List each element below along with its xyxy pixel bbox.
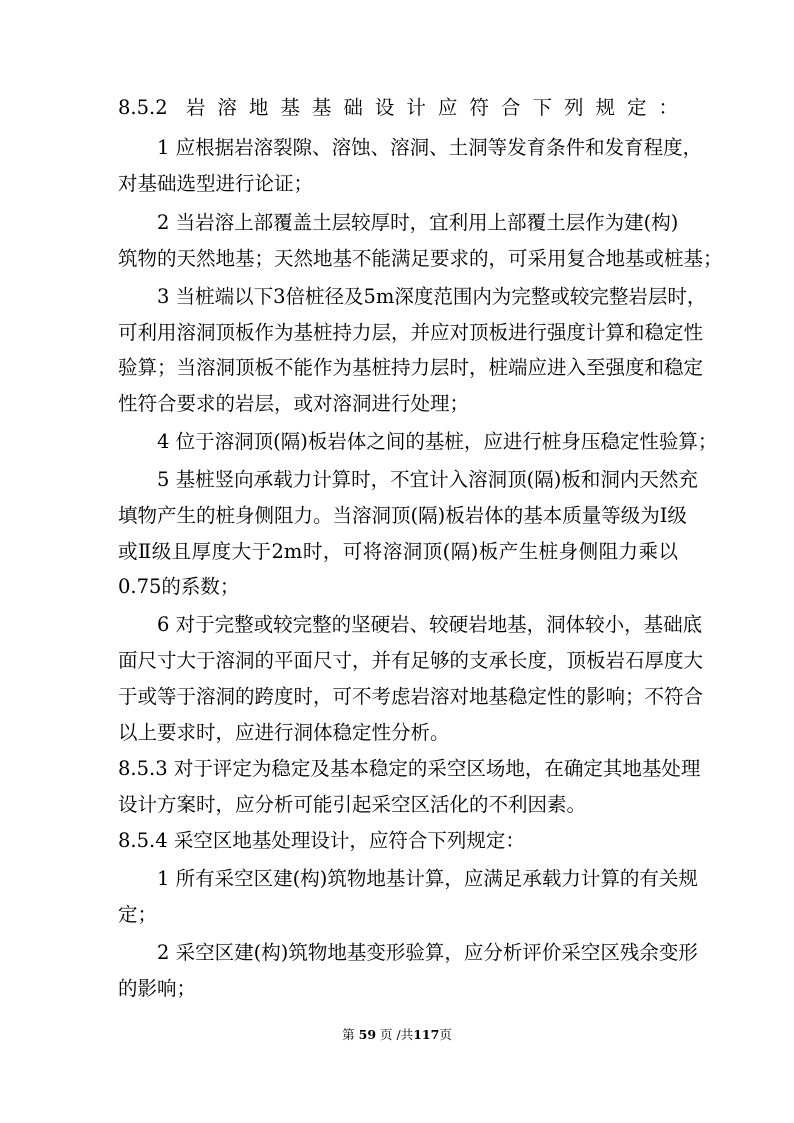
text-line: 性符合要求的岩层，或对溶洞进行处理； (118, 392, 470, 415)
footer-mid: 页 /共 (380, 1027, 414, 1042)
text-line: 5 基桩竖向承载力计算时，不宜计入溶洞顶(隔)板和洞内天然充 (157, 468, 698, 491)
text-line: 或Ⅱ级且厚度大于2m时，可将溶洞顶(隔)板产生桩身侧阻力乘以 (118, 540, 678, 563)
text-line: 验算；当溶洞顶板不能作为基桩持力层时，桩端应进入至强度和稳定 (118, 356, 704, 379)
text-line: 0.75的系数； (118, 575, 240, 598)
text-line: 面尺寸大于溶洞的平面尺寸，并有足够的支承长度，顶板岩石厚度大 (118, 649, 704, 672)
clause-8-5-4-heading: 8.5.4 采空区地基处理设计，应符合下列规定： (118, 829, 525, 852)
text-line: 1 所有采空区建(构)筑物地基计算，应满足承载力计算的有关规 (157, 867, 698, 890)
clause-8-5-2-heading: 8.5.2 岩溶地基基础设计应符合下列规定： (118, 96, 678, 119)
text-line: 筑物的天然地基；天然地基不能满足要求的，可采用复合地基或桩基； (118, 247, 723, 270)
text-line: 可利用溶洞顶板作为基桩持力层，并应对顶板进行强度计算和稳定性 (118, 321, 704, 344)
clause-8-5-3-heading: 8.5.3 对于评定为稳定及基本稳定的采空区场地，在确定其地基处理 (118, 757, 701, 780)
text-line: 设计方案时，应分析可能引起采空区活化的不利因素。 (118, 793, 587, 816)
footer-prefix: 第 (342, 1027, 355, 1042)
text-line: 的影响； (118, 977, 197, 1000)
text-line: 2 采空区建(构)筑物地基变形验算，应分析评价采空区残余变形 (157, 941, 698, 964)
text-line: 以上要求时，应进行洞体稳定性分析。 (118, 721, 450, 744)
text-line: 填物产生的桩身侧阻力。当溶洞顶(隔)板岩体的基本质量等级为Ⅰ级 (118, 504, 687, 527)
page-number: 59 (358, 1027, 377, 1042)
text-line: 于或等于溶洞的跨度时，可不考虑岩溶对地基稳定性的影响；不符合 (118, 685, 704, 708)
text-line: 2 当岩溶上部覆盖土层较厚时，宜利用上部覆土层作为建(构) (157, 211, 679, 234)
page-footer (0, 1027, 794, 1043)
text-line: 定； (118, 903, 158, 926)
text-line: 1 应根据岩溶裂隙、溶蚀、溶洞、土洞等发育条件和发育程度， (157, 136, 703, 159)
text-line: 对基础选型进行论证； (118, 172, 314, 195)
total-pages: 117 (413, 1027, 440, 1042)
text-line: 6 对于完整或较完整的坚硬岩、较硬岩地基，洞体较小，基础底 (157, 613, 703, 636)
text-line: 4 位于溶洞顶(隔)板岩体之间的基桩，应进行桩身压稳定性验算； (157, 430, 718, 453)
footer-suffix: 页 (439, 1027, 452, 1042)
text-line: 3 当桩端以下3倍桩径及5m深度范围内为完整或较完整岩层时， (157, 285, 707, 308)
